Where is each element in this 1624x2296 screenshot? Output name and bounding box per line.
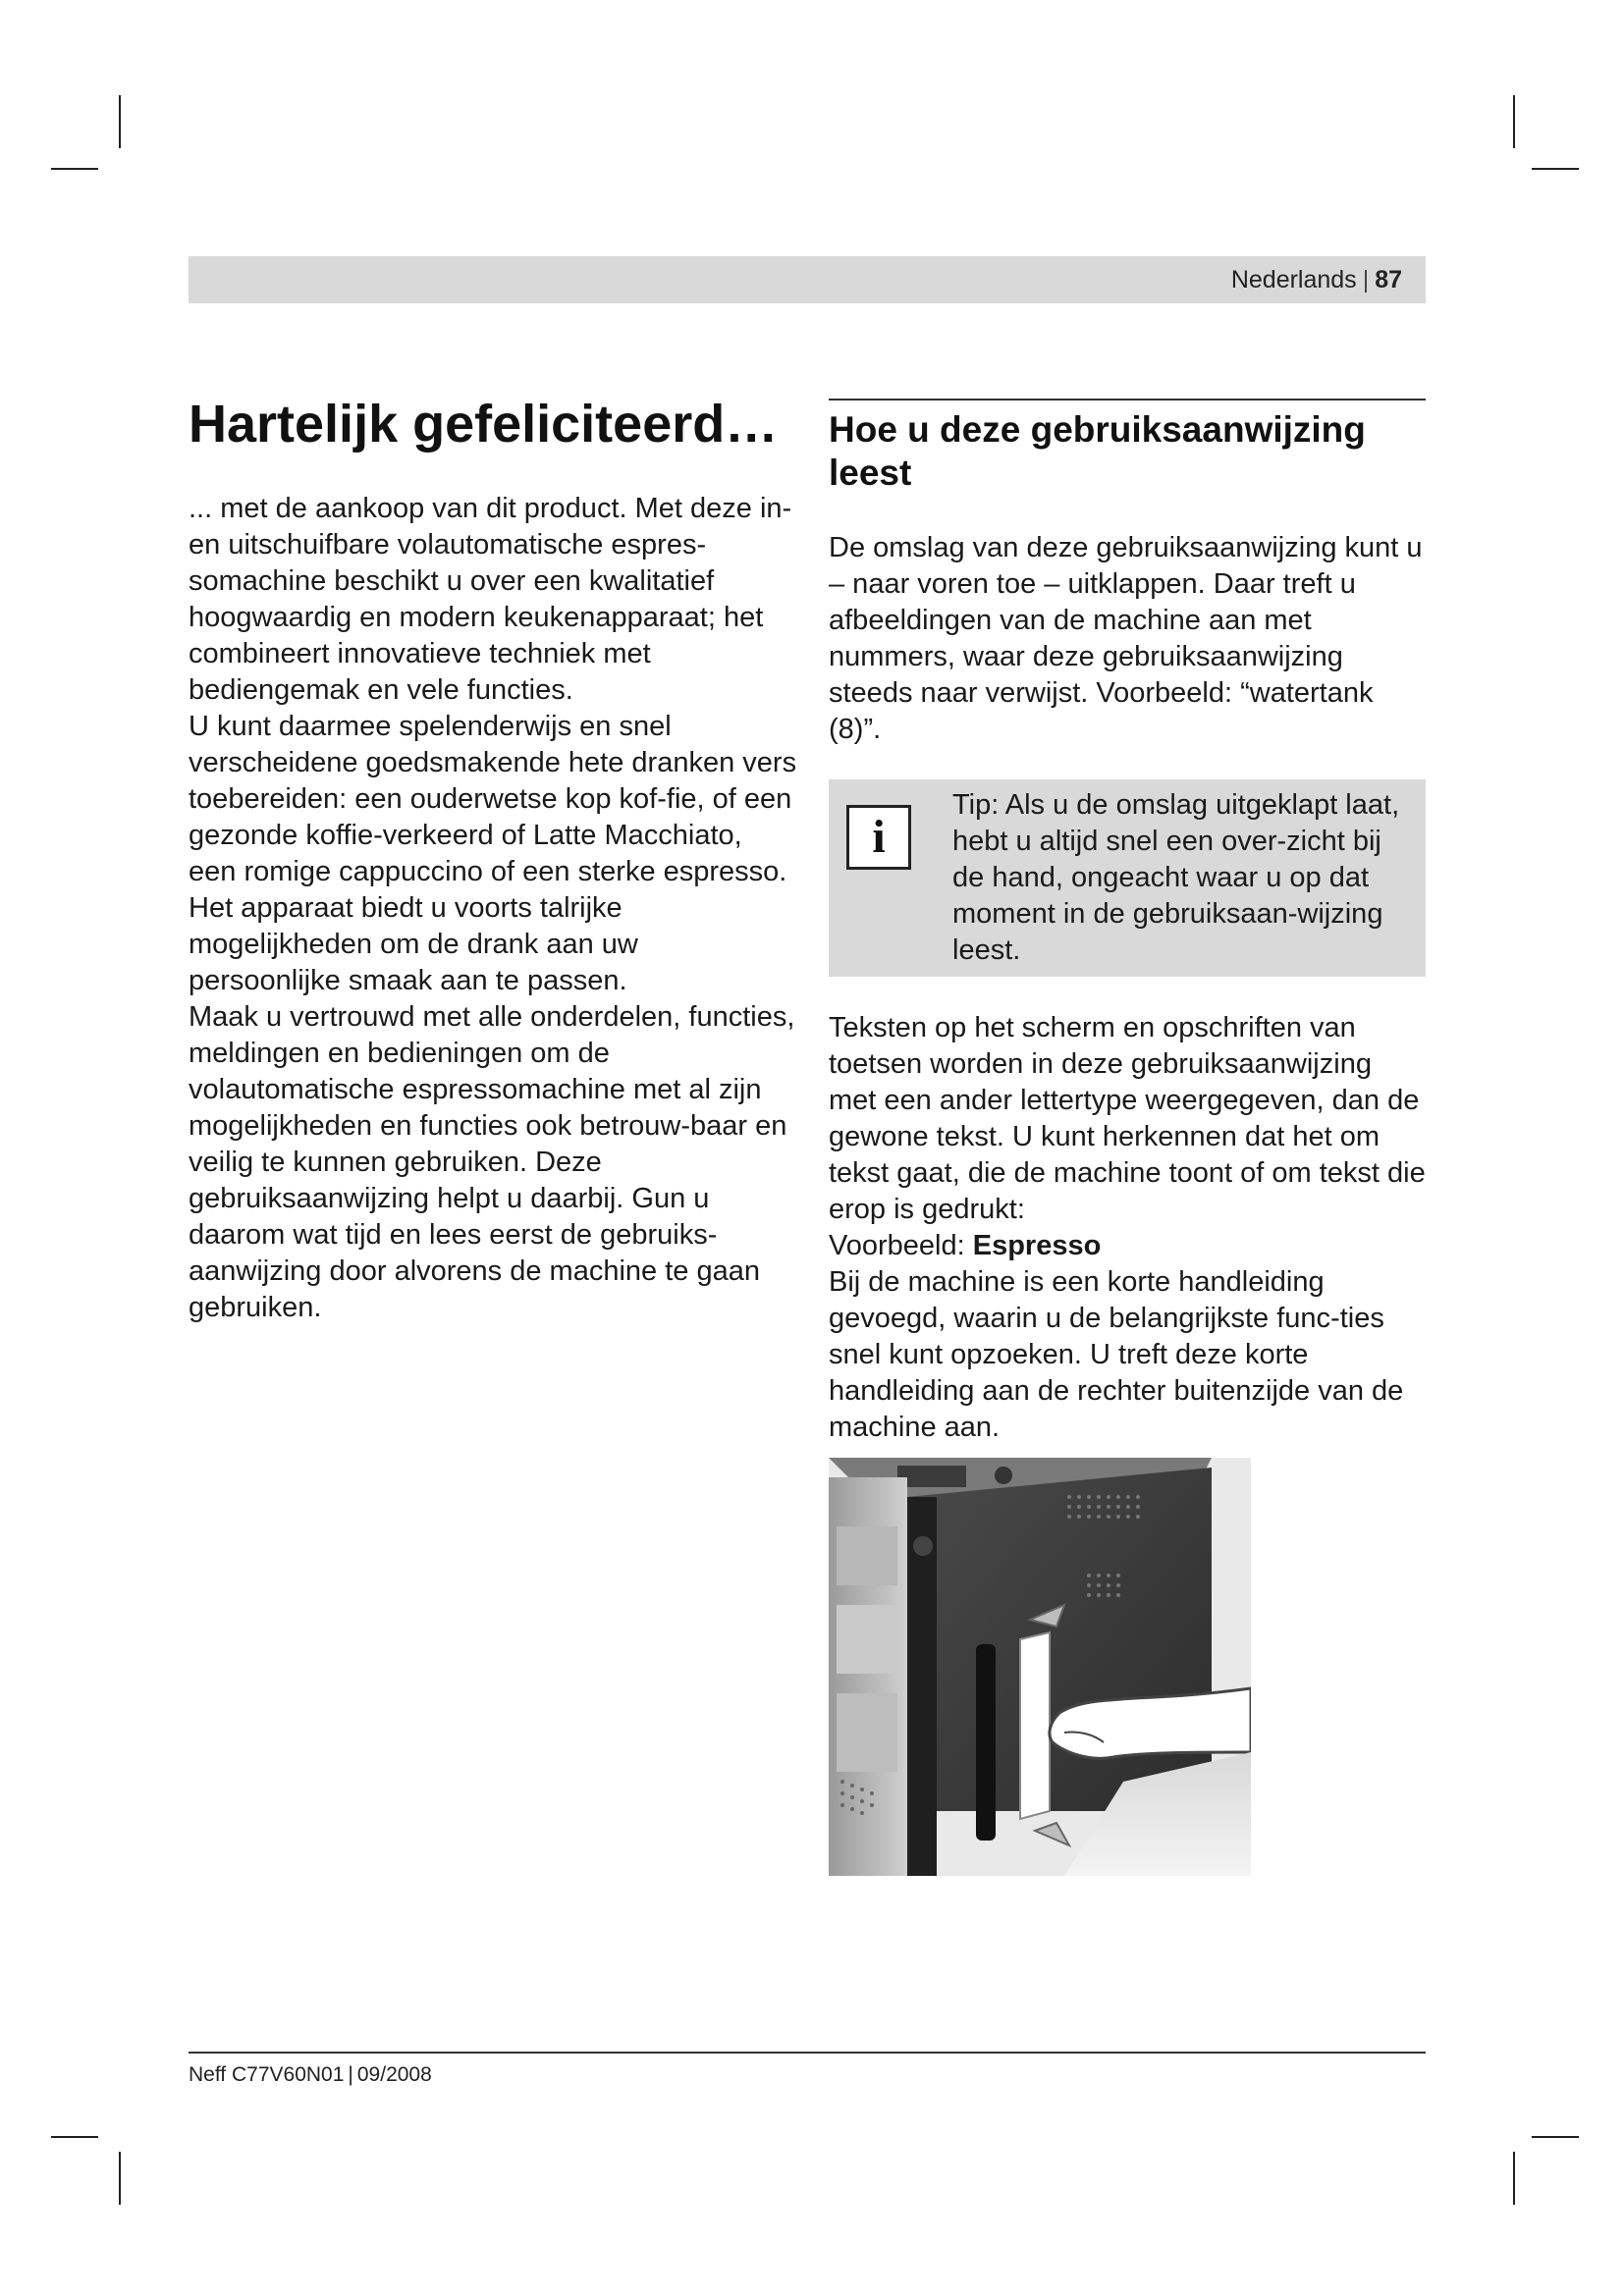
header-language: Nederlands bbox=[1230, 266, 1357, 294]
example-value: Espresso bbox=[972, 1230, 1102, 1261]
page-footer bbox=[189, 2063, 432, 2087]
crop-mark-bottom-right-horizontal bbox=[1532, 2136, 1579, 2138]
crop-mark-top-left-vertical bbox=[119, 95, 121, 148]
section-rule bbox=[829, 399, 1426, 400]
header-separator: | bbox=[1362, 266, 1370, 294]
crop-mark-top-right-horizontal bbox=[1532, 168, 1579, 170]
right-column bbox=[829, 399, 1426, 1881]
page-number: 87 bbox=[1375, 266, 1402, 294]
info-icon: i bbox=[846, 805, 911, 870]
familiarize-paragraph: Maak u vertrouwd met alle onderdelen, functies, meldingen en bedieningen om de volautomatische espressomachine met al zijn mogelijkheden en functies ook betrouw-baar en veilig te kunnen gebruiken. Deze gebruiksaanwijzing helpt u daarbij. Gun u daarom wat tijd en lees eerst de gebruiks-aanwijzing door alvorens de machine te gaan gebruiken. bbox=[189, 1001, 795, 1323]
header-text bbox=[1231, 266, 1402, 294]
left-column bbox=[189, 393, 797, 1326]
example-line bbox=[829, 1228, 1426, 1264]
footer-model: C77V60N01 bbox=[231, 2063, 345, 2086]
footer-rule bbox=[189, 2052, 1426, 2054]
crop-mark-top-right-vertical bbox=[1513, 95, 1515, 148]
drinks-paragraph: U kunt daarmee spelenderwijs en snel verscheidene goedsmakende hete dranken vers toebereiden: een ouderwetse kop kof-fie, of een gezonde koffie-verkeerd of Latte Macchiato, een romige cappuccino of een sterke espresso. Het apparaat biedt u voorts talrijke mogelijkheden om de drank aan uw persoonlijke smaak aan te passen. bbox=[189, 711, 797, 996]
short-guide-paragraph: Bij de machine is een korte handleiding gevoegd, waarin u de belangrijkste func-ties snel kunt opzoeken. U treft deze korte handleiding aan de rechter buitenzijde van de machine aan. bbox=[829, 1266, 1404, 1443]
crop-mark-top-left-horizontal bbox=[51, 168, 98, 170]
crop-mark-bottom-right-vertical bbox=[1513, 2152, 1515, 2205]
section-title: Hoe u deze gebruiksaanwijzing leest bbox=[829, 409, 1366, 493]
machine-illustration bbox=[829, 1458, 1251, 1876]
page-header bbox=[189, 256, 1426, 303]
intro-paragraph: ... met de aankoop van dit product. Met deze in- en uitschuifbare volautomatische espres-somachine beschikt u over een kwalitatief hoogwaardig en modern keukenapparaat; het combineert innovatieve techniek met bediengemak en vele functies. bbox=[189, 493, 792, 706]
font-paragraph: Teksten op het scherm en opschriften van toetsen worden in deze gebruiksaanwijzing met een ander lettertype weergegeven, dan de gewone tekst. U kunt herkennen dat het om tekst gaat, die de machine toont of om tekst die erop is gedrukt: bbox=[829, 1012, 1426, 1225]
footer-separator: | bbox=[348, 2063, 353, 2086]
page-title: Hartelijk gefeliciteerd… bbox=[189, 395, 779, 454]
footer-date: 09/2008 bbox=[356, 2063, 432, 2086]
tip-text: Tip: Als u de omslag uitgeklapt laat, hebt u altijd snel een over-zicht bij de hand, ongeacht waar u op dat moment in de gebruiksaan-wijzing leest. bbox=[952, 789, 1400, 966]
footer-brand: Neff bbox=[189, 2063, 227, 2086]
cover-paragraph: De omslag van deze gebruiksaanwijzing kunt u – naar voren toe – uitklappen. Daar treft u afbeeldingen van de machine aan met nummers, waar deze gebruiksaanwijzing steeds naar verwijst. Voorbeeld: “watertank (8)”. bbox=[829, 532, 1423, 745]
crop-mark-bottom-left-horizontal bbox=[51, 2136, 98, 2138]
crop-mark-bottom-left-vertical bbox=[119, 2152, 121, 2205]
example-label: Voorbeeld: bbox=[829, 1230, 973, 1261]
tip-box bbox=[829, 779, 1426, 977]
